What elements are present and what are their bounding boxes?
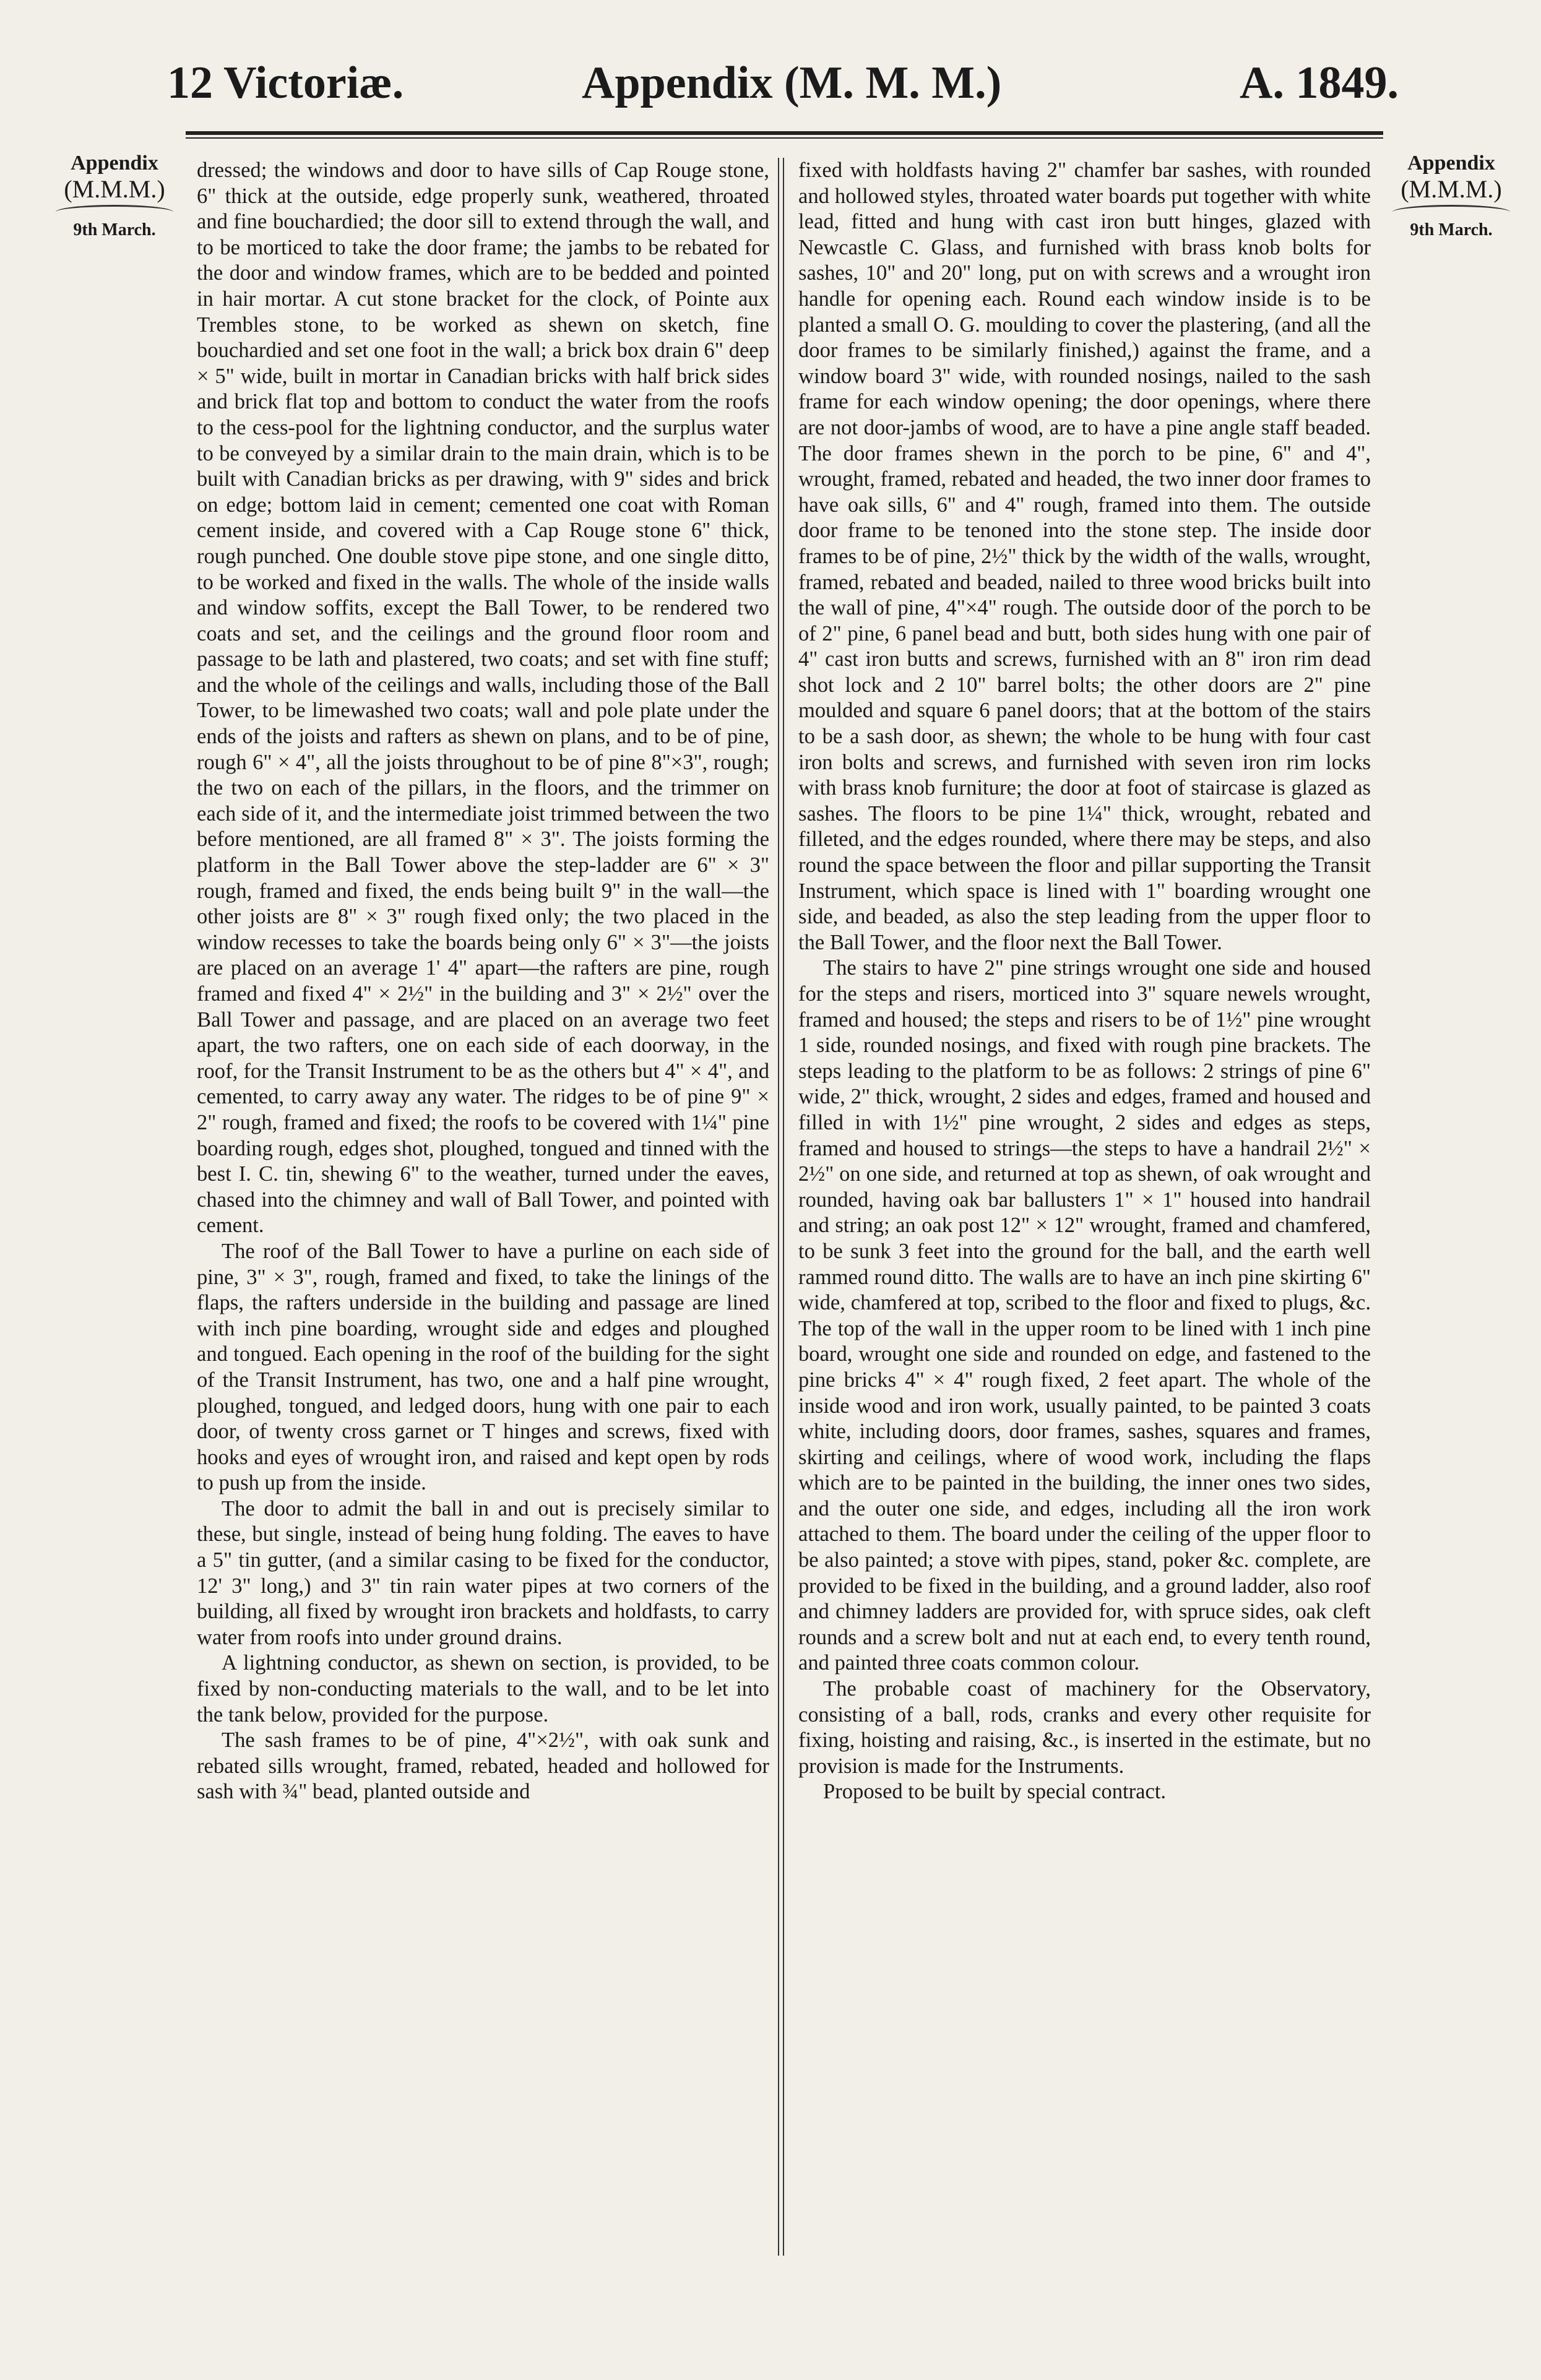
paragraph: The stairs to have 2" pine strings wrought one side and housed for the steps and risers, morticed into 3" square newels wrought, framed and housed; the steps and risers to be of 1½" pine wrought 1 side, rounded nosings, and fixed with rough pine brackets. The steps leading to the platform to be as follows: 2 strings of pine 6" wide, 2" thick, wrought, 2 sides and edges, framed and housed and filled in with 1½" pine wrought, 2 sides and edges as steps, framed and housed to strings—the steps to have a handrail 2½" × 2½" on one side, and returned at top as shewn, of oak wrought and rounded, having oak bar ballusters 1" × 1" housed into handrail and string; an oak post 12" × 12" wrought, framed and chamfered, to be sunk 3 feet into the ground for the ball, and the earth well rammed round ditto. The walls are to have an inch pine skirting 6" wide, chamfered at top, scribed to the floor and fixed to plugs, &c. The top of the wall in the upper room to be lined with 1 inch pine board, wrought one side and rounded on edge, and fastened to the pine bricks 4" × 4" rough fixed, 2 feet apart. The whole of the inside wood and iron work, usually painted, to be painted 3 coats white, including doors, door frames, sashes, squares and frames, skirting and ceilings, where of wood work, including the flaps which are to be painted in the building, the inner ones two sides, and the outer one side, and edges, including all the iron work attached to them. The board under the ceiling of the upper floor to be also painted; a stove with pipes, stand, poker &c. complete, are provided to be fixed in the building, and a ground ladder, also roof and chimney ladders are provided for, with spruce sides, oak cleft rounds and a screw bolt and nut at each end, to every tenth round, and painted three coats common colour. xyxy=(798,956,1371,1675)
header-year: A. 1849. xyxy=(1240,58,1399,108)
paragraph: A lightning conductor, as shewn on section, is provided, to be fixed by non-conducting materials to the wall, and to be let into the tank below, provided for the purpose. xyxy=(197,1651,769,1727)
column-divider xyxy=(778,158,784,2256)
paragraph: The door to admit the ball in and out is precisely similar to these, but single, instead of being hung folding. The eaves to have a 5" tin gutter, (and a similar casing to be fixed for the conductor, 12' 3" long,) and 3" tin rain water pipes at two corners of the building, all fixed by wrought iron brackets and holdfasts, to carry water from roofs into under ground drains. xyxy=(197,1496,769,1649)
margin-brace xyxy=(56,205,173,219)
text-column-left xyxy=(197,158,769,2262)
paragraph: Proposed to be built by special contract. xyxy=(823,1780,1167,1804)
margin-date: 9th March. xyxy=(73,220,156,239)
margin-appendix-code: (M.M.M.) xyxy=(64,175,165,203)
margin-date: 9th March. xyxy=(1410,220,1493,239)
header-appendix-title: Appendix (M. M. M.) xyxy=(582,58,1002,108)
margin-note-left xyxy=(43,152,186,240)
paragraph: The sash frames to be of pine, 4"×2½", with oak sunk and rebated sills wrought, framed, rebated, headed and hollowed for sash with ¾" bead, planted outside and xyxy=(197,1728,769,1804)
margin-note-right xyxy=(1380,152,1522,240)
paragraph: The probable coast of machinery for the Observatory, consisting of a ball, rods, cranks and every other requisite for fixing, hoisting and raising, &c., is inserted in the estimate, but no provision is made for the Instruments. xyxy=(798,1677,1371,1778)
paragraph: fixed with holdfasts having 2" chamfer bar sashes, with rounded and hollowed styles, throated water boards put together with white lead, fitted and hung with cast iron butt hinges, glazed with Newcastle C. Glass, and furnished with brass knob bolts for sashes, 10" and 20" long, put on with screws and a wrought iron handle for opening each. Round each window inside is to be planted a small O. G. moulding to cover the plastering, (and all the door frames to be similarly finished,) against the frame, and a window board 3" wide, with rounded nosings, nailed to the sash frame for each window opening; the door openings, where there are not door-jambs of wood, are to have a pine angle staff beaded. The door frames shewn in the porch to be pine, 6" and 4", wrought, framed, rebated and headed, the two inner door frames to have oak sills, 6" and 4" rough, framed into them. The outside door frame to be tenoned into the stone step. The inside door frames to be of pine, 2½" thick by the width of the walls, wrought, framed, rebated and beaded, nailed to three wood bricks built into the wall of pine, 4"×4" rough. The outside door of the porch to be of 2" pine, 6 panel bead and butt, both sides hung with one pair of 4" cast iron butts and screws, furnished with an 8" iron rim dead shot lock and 2 10" barrel bolts; the other doors are 2" pine moulded and square 6 panel doors; that at the bottom of the stairs to be a sash door, as shewn; the whole to be hung with four cast iron bolts and screws, and furnished with seven iron rim locks with brass knob furniture; the door at foot of staircase is glazed as sashes. The floors to be pine 1¼" thick, wrought, rebated and filleted, and the edges rounded, where there may be steps, and also round the space between the floor and pillar supporting the Transit Instrument, which space is lined with 1" boarding wrought one side, and beaded, as also the step leading from the upper floor to the Ball Tower, and the floor next the Ball Tower. xyxy=(798,158,1371,954)
page-header xyxy=(167,57,1399,125)
margin-appendix-code: (M.M.M.) xyxy=(1401,175,1502,203)
header-rule xyxy=(186,131,1383,139)
paragraph: The roof of the Ball Tower to have a purline on each side of pine, 3" × 3", rough, framed and fixed, to take the linings of the flaps, the rafters underside in the building and passage are lined with inch pine boarding, wrought side and edges and ploughed and tongued. Each opening in the roof of the building for the sight of the Transit Instrument, has two, one and a half pine wrought, ploughed, tongued, and ledged doors, hung with one pair to each door, of twenty cross garnet or T hinges and screws, fixed with hooks and eyes of wrought iron, and raised and kept open by rods to push up from the inside. xyxy=(197,1239,769,1495)
header-session: 12 Victoriæ. xyxy=(167,58,404,108)
margin-brace xyxy=(1392,205,1510,219)
margin-appendix-label: Appendix xyxy=(1407,152,1495,175)
text-column-right xyxy=(798,158,1371,2262)
margin-appendix-label: Appendix xyxy=(71,152,158,175)
paragraph: dressed; the windows and door to have sills of Cap Rouge stone, 6" thick at the outside, edge properly sunk, weathered, throated and fine bouchardied; the door sill to extend through the wall, and to be morticed to take the door frame; the jambs to be rebated for the door and window frames, which are to be bedded and pointed in hair mortar. A cut stone bracket for the clock, of Pointe aux Trembles stone, to be worked as shewn on sketch, fine bouchardied and set one foot in the wall; a brick box drain 6" deep × 5" wide, built in mortar in Canadian bricks with half brick sides and brick flat top and bottom to conduct the water from the roofs to the cess-pool for the lightning conductor, and the surplus water to be conveyed by a similar drain to the main drain, which is to be built with Canadian bricks as per drawing, with 9" sides and brick on edge; bottom laid in cement; cemented one coat with Roman cement inside, and covered with a Cap Rouge stone 6" thick, rough punched. One double stove pipe stone, and one single ditto, to be worked and fixed in the walls. The whole of the inside walls and window soffits, except the Ball Tower, to be rendered two coats and set, and the ceilings and the ground floor room and passage to be lath and plastered, two coats; and set with fine stuff; and the whole of the ceilings and walls, including those of the Ball Tower, to be limewashed two coats; wall and pole plate under the ends of the joists and rafters as shewn on plans, and to be of pine, rough 6" × 4", all the joists throughout to be of pine 8"×3", rough; the two on each of the pillars, in the floors, and the trimmer on each side of it, and the intermediate joist trimmed between the two before mentioned, are all framed 8" × 3". The joists forming the platform in the Ball Tower above the step-ladder are 6" × 3" rough, framed and fixed, the ends being built 9" in the wall—the other joists are 8" × 3" rough fixed only; the two placed in the window recesses to take the boards being only 6" × 3"—the joists are placed on an average 1' 4" apart—the rafters are pine, rough framed and fixed 4" × 2½" in the building and 3" × 2½" over the Ball Tower and passage, and are placed on an average two feet apart, the two rafters, one on each side of each doorway, in the roof, for the Transit Instrument to be as the others but 4" × 4", and cemented, to carry away any water. The ridges to be of pine 9" × 2" rough, framed and fixed; the roofs to be covered with 1¼" pine boarding rough, edges shot, ploughed, tongued and tinned with the best I. C. tin, shewing 6" to the weather, turned under the eaves, chased into the chimney and wall of Ball Tower, and pointed with cement. xyxy=(197,158,769,1238)
